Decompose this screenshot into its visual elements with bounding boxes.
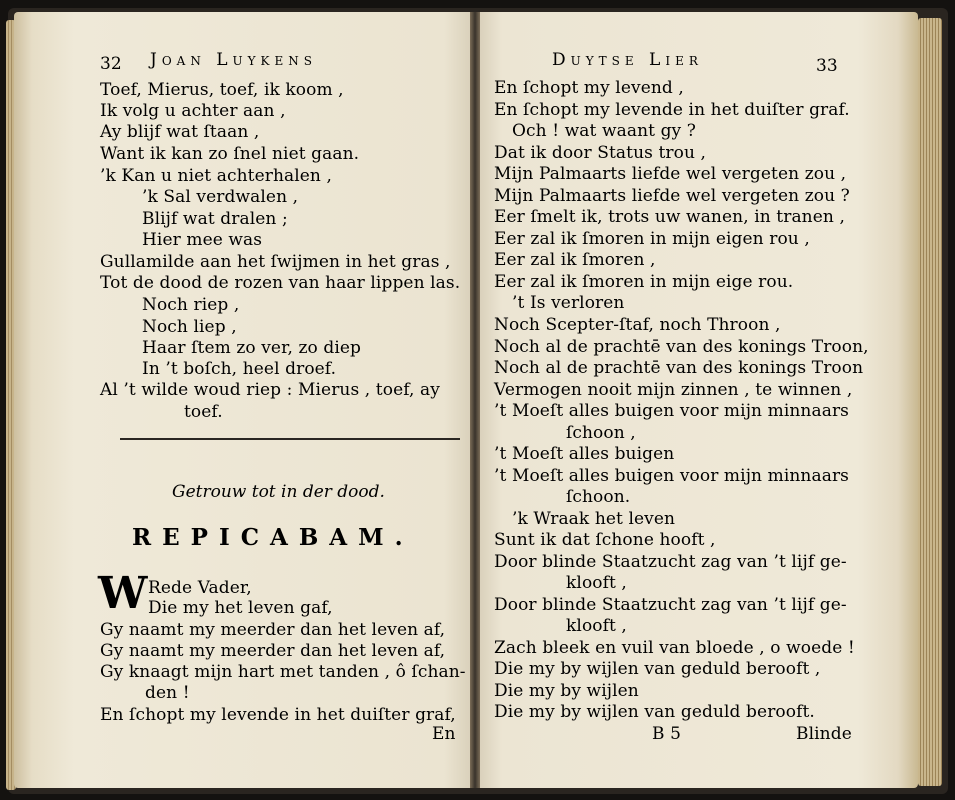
verse-line: En ſchopt my levende in het duiſter graf.: [494, 100, 850, 120]
verse-line: klooft ,: [566, 616, 627, 636]
verse-line: Noch al de prachtē van des konings Troon,: [494, 337, 869, 357]
verse-line: ’k Kan u niet achterhalen ,: [100, 166, 332, 186]
verse-line: Gy naamt my meerder dan het leven af,: [100, 641, 446, 661]
right-page-edges: [918, 18, 942, 786]
section-divider: [120, 438, 460, 440]
verse-line: Al ’t wilde woud riep : Mierus , toef, ay: [100, 380, 440, 400]
verse-line: ’t Moeſt alles buigen voor mijn minnaars: [494, 466, 849, 486]
verse-line: In ’t boſch, heel droef.: [142, 359, 337, 379]
left-page-number: 32: [100, 54, 122, 74]
right-page-number: 33: [816, 56, 838, 76]
verse-line: Rede Vader,: [148, 578, 252, 598]
verse-line: Die my by wijlen van geduld berooft ,: [494, 659, 821, 679]
verse-line: ſchoon ,: [566, 423, 636, 443]
verse-line: klooft ,: [566, 573, 627, 593]
verse-line: Noch Scepter-ſtaf, noch Throon ,: [494, 315, 781, 335]
verse-line: Hier mee was: [142, 230, 263, 250]
verse-line: Ik volg u achter aan ,: [100, 101, 286, 121]
verse-line: ’k Sal verdwalen ,: [142, 187, 299, 207]
verse-line: Eer zal ik ſmoren in mijn eige rou.: [494, 272, 794, 292]
verse-line: Door blinde Staatzucht zag van ’t lijf ge-: [494, 595, 847, 615]
verse-line: Och ! wat waant gy ?: [512, 121, 696, 141]
verse-line: Die my by wijlen: [494, 681, 639, 701]
verse-line: ’t Is verloren: [512, 293, 625, 313]
verse-line: Blijf wat dralen ;: [142, 209, 288, 229]
song-subtitle: Getrouw tot in der dood.: [172, 482, 385, 502]
verse-line: Gy knaagt mijn hart met tanden , ô ſchan-: [100, 662, 466, 682]
verse-line: Eer zal ik ſmoren in mijn eigen rou ,: [494, 229, 810, 249]
verse-line: Tot de dood de rozen van haar lippen las.: [100, 273, 461, 293]
verse-line: Haar ſtem zo ver, zo diep: [142, 338, 362, 358]
verse-line: Vermogen nooit mijn zinnen , te winnen ,: [494, 380, 853, 400]
verse-line: Door blinde Staatzucht zag van ’t lijf ge-: [494, 552, 847, 572]
verse-line: Mijn Palmaarts liefde wel vergeten zou ?: [494, 186, 850, 206]
verse-line: Sunt ik dat ſchone hooft ,: [494, 530, 716, 550]
verse-line: Noch al de prachtē van des konings Troon: [494, 358, 864, 378]
verse-line: Zach bleek en vuil van bloede , o woede !: [494, 638, 855, 658]
verse-line: toef.: [184, 402, 223, 422]
verse-line: ’t Moeſt alles buigen voor mijn minnaars: [494, 401, 849, 421]
signature-mark: B 5: [652, 724, 682, 744]
verse-line: Dat ik door Status trou ,: [494, 143, 706, 163]
catchword: En: [432, 724, 456, 744]
verse-line: Noch riep ,: [142, 295, 240, 315]
verse-line: Gy naamt my meerder dan het leven af,: [100, 620, 446, 640]
verse-line: Ay blijf wat ſtaan ,: [100, 122, 260, 142]
verse-line: Die my by wijlen van geduld berooft.: [494, 702, 815, 722]
verse-line: den !: [145, 683, 190, 703]
drop-cap: W: [98, 568, 148, 619]
catchword: Blinde: [796, 724, 852, 744]
left-running-head: Joan Luykens: [150, 50, 317, 70]
verse-line: ’k Wraak het leven: [512, 509, 676, 529]
verse-line: Mijn Palmaarts liefde wel vergeten zou ,: [494, 164, 847, 184]
verse-line: Toef, Mierus, toef, ik koom ,: [100, 80, 344, 100]
verse-line: Noch liep ,: [142, 317, 237, 337]
verse-line: ſchoon.: [566, 487, 631, 507]
verse-line: Eer ſmelt ik, trots uw wanen, in tranen ,: [494, 207, 845, 227]
verse-line: Eer zal ik ſmoren ,: [494, 250, 656, 270]
verse-line: ’t Moeſt alles buigen: [494, 444, 675, 464]
book-gutter: [470, 12, 480, 788]
verse-line: Die my het leven gaf,: [148, 598, 333, 618]
song-title: REPICABAM.: [132, 524, 414, 551]
verse-line: Want ik kan zo ſnel niet gaan.: [100, 144, 360, 164]
verse-line: En ſchopt my levende in het duiſter graf,: [100, 705, 456, 725]
verse-line: Gullamilde aan het ſwijmen in het gras ,: [100, 252, 451, 272]
right-running-head: Duytse Lier: [552, 50, 703, 70]
verse-line: En ſchopt my levend ,: [494, 78, 684, 98]
